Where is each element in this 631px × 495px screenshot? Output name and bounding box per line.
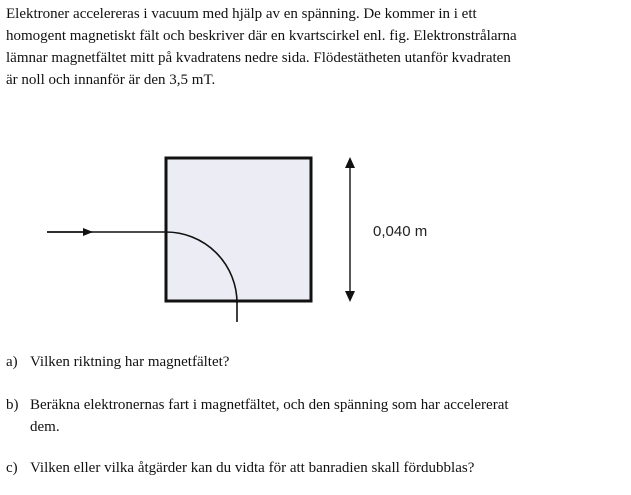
question-letter: a) [6,354,18,370]
intro-line: homogent magnetiskt fält och beskriver där en kvartscirkel enl. fig. Elektronstrålarna [6,28,517,44]
question-line: Vilken riktning har magnetfältet? [30,354,230,370]
question-line: Vilken eller vilka åtgärder kan du vidta för att banradien skall fördubblas? [30,460,475,476]
question-text [30,351,229,373]
intro-line: är noll och innanför är den 3,5 mT. [6,72,216,88]
question-line: dem. [30,419,60,435]
intro-line: lämnar magnetfältet mitt på kvadratens nedre sida. Flödestätheten utanför kvadraten [6,50,511,66]
dimension-arrow-top [345,157,355,168]
dimension-label: 0,040 m [373,223,428,240]
question-text [30,457,474,479]
intro-line: Elektroner accelereras i vacuum med hjälp av en spänning. De kommer in i ett [6,6,477,22]
question-line: Beräkna elektronernas fart i magnetfältet, och den spänning som har accelererat [30,397,509,413]
magnetic-field-square [166,158,311,301]
question-letter: c) [6,460,18,476]
dimension-arrow-bottom [345,291,355,302]
question-text [30,394,509,438]
question-letter: b) [6,397,19,413]
